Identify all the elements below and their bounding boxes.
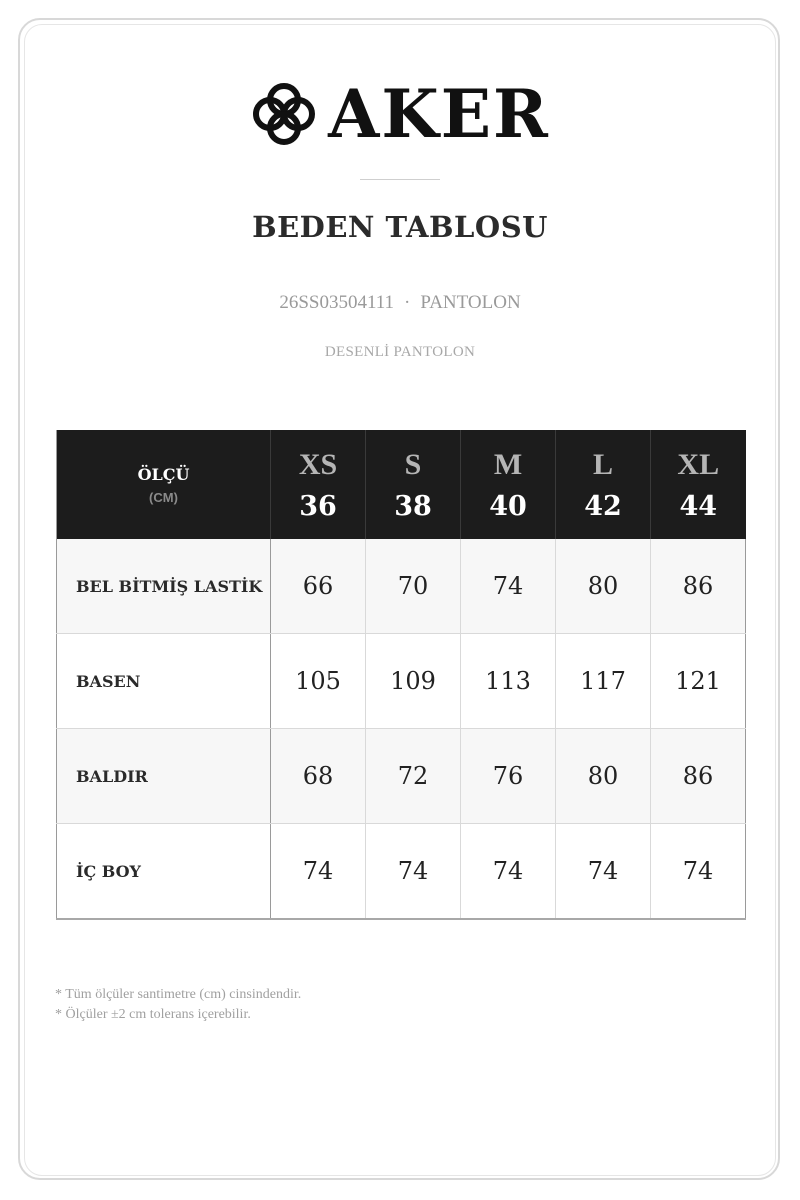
product-category: PANTOLON	[420, 292, 521, 313]
table-cell: 74	[271, 824, 366, 920]
title-divider	[360, 179, 440, 180]
product-code: 26SS03504111	[279, 292, 395, 313]
table-cell: 74	[461, 824, 556, 920]
header-size-xl	[651, 430, 746, 539]
table-row	[57, 824, 746, 920]
header-measure-label: ÖLÇÜ	[137, 464, 190, 484]
size-letter: M	[493, 447, 523, 481]
row-label: BEL BİTMİŞ LASTİK	[57, 539, 271, 634]
table-cell: 80	[556, 539, 651, 634]
knot-emblem-icon	[250, 80, 318, 148]
table-cell: 66	[271, 539, 366, 634]
size-letter: S	[404, 447, 422, 481]
table-cell: 109	[366, 634, 461, 729]
table-cell: 86	[651, 539, 746, 634]
product-subtitle	[0, 292, 800, 314]
header-size-s	[366, 430, 461, 539]
footnotes	[55, 985, 301, 1025]
size-number: 42	[584, 490, 622, 522]
row-label: BASEN	[57, 634, 271, 729]
header-size-xs	[271, 430, 366, 539]
table-cell: 74	[461, 539, 556, 634]
table-cell: 74	[651, 824, 746, 920]
table-cell: 121	[651, 634, 746, 729]
footnote: * Ölçüler ±2 cm tolerans içerebilir.	[55, 1007, 251, 1022]
size-number: 40	[489, 490, 527, 522]
table-cell: 80	[556, 729, 651, 824]
table-row	[57, 539, 746, 634]
table-cell: 72	[366, 729, 461, 824]
header-measure-cell	[57, 430, 271, 539]
header-size-m	[461, 430, 556, 539]
brand-name: AKER	[328, 75, 550, 153]
size-number: 38	[394, 490, 432, 522]
table-cell: 76	[461, 729, 556, 824]
row-label: İÇ BOY	[57, 824, 271, 920]
table-row	[57, 729, 746, 824]
header-size-l	[556, 430, 651, 539]
table-cell: 70	[366, 539, 461, 634]
size-letter: L	[592, 447, 613, 481]
table-header-row	[57, 430, 746, 539]
table-cell: 74	[366, 824, 461, 920]
footnote: * Tüm ölçüler santimetre (cm) cinsindendir.	[55, 987, 302, 1002]
table-cell: 117	[556, 634, 651, 729]
size-letter: XL	[677, 447, 720, 481]
size-letter: XS	[298, 447, 338, 481]
table-cell: 86	[651, 729, 746, 824]
table-cell: 113	[461, 634, 556, 729]
subtitle-separator: ·	[404, 292, 411, 313]
table-cell: 68	[271, 729, 366, 824]
row-label: BALDIR	[57, 729, 271, 824]
table-cell: 105	[271, 634, 366, 729]
page-title: BEDEN TABLOSU	[252, 210, 548, 244]
table-cell: 74	[556, 824, 651, 920]
product-name: DESENLİ PANTOLON	[324, 344, 476, 360]
size-table	[56, 430, 746, 920]
brand-logo	[0, 76, 800, 152]
size-number: 36	[299, 490, 337, 522]
table-row	[57, 634, 746, 729]
size-number: 44	[679, 490, 718, 522]
header-unit-label: (CM)	[149, 489, 178, 505]
